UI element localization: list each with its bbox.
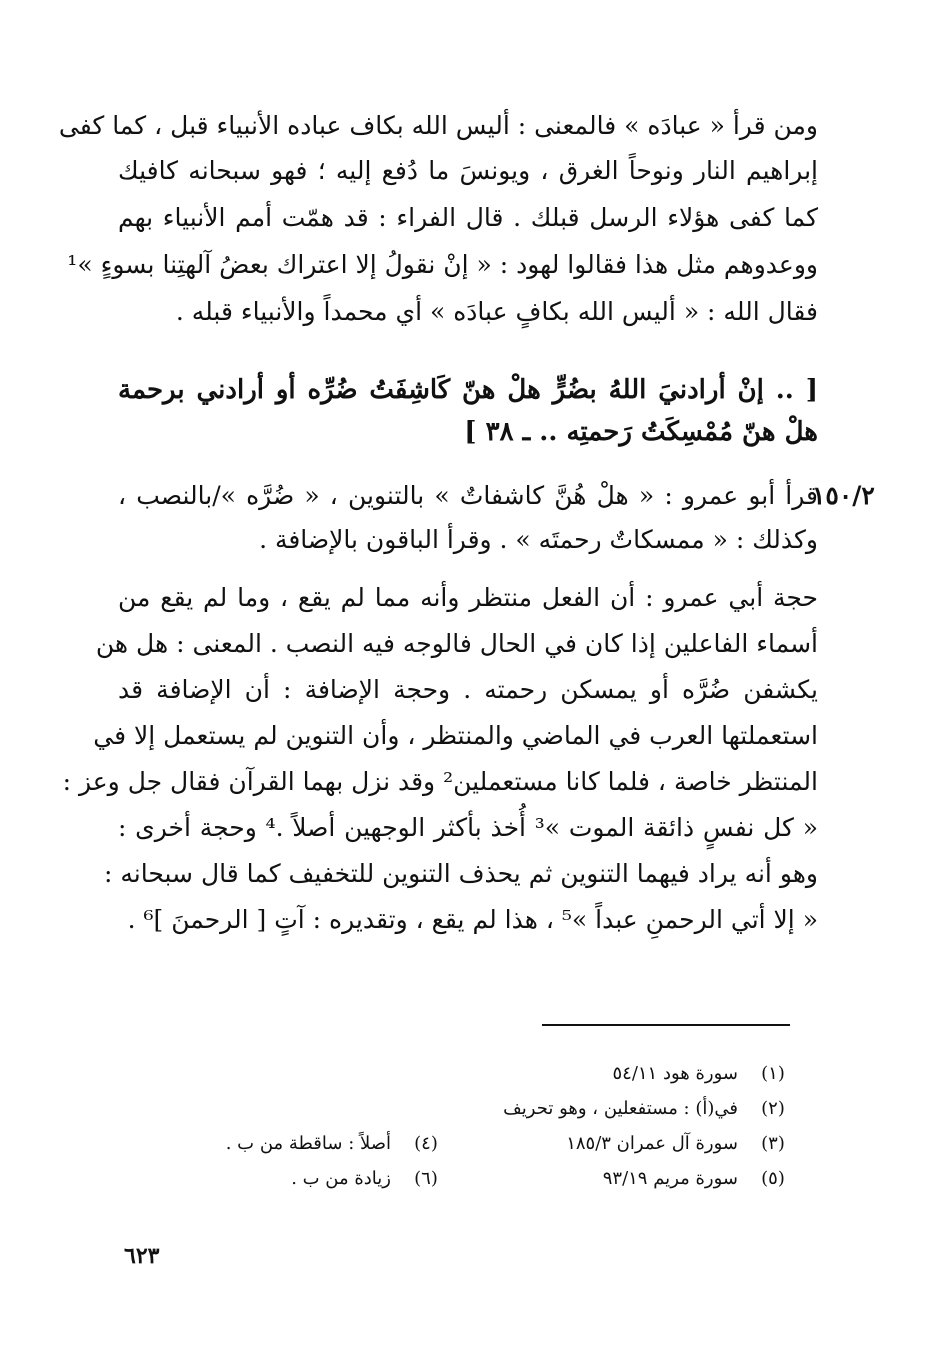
- footnote-text: سورة هود ٥٤/١١: [612, 1063, 738, 1084]
- text-line: ووعدوهم مثل هذا فقالوا لهود : « إنْ نقولُ إلا اعتراك بعضُ آلهتِنا بسوءٍ »¹: [67, 250, 818, 279]
- footnote-text: سورة مريم ٩٣/١٩: [602, 1168, 738, 1189]
- text-line: « كل نفسٍ ذائقة الموت »³ أُخذ بأكثر الوجهين أصلاً .⁴ وحجة أخرى :: [118, 813, 819, 842]
- verse-line: هلْ هنّ مُمْسِكَتُ رَحمتِه .. ـ ٣٨ ]: [464, 417, 818, 447]
- text-line: كما كفى هؤلاء الرسل قبلك . قال الفراء : قد همّت أمم الأنبياء بهم: [118, 203, 818, 232]
- margin-reference: ١٥٠/٢: [812, 481, 875, 510]
- footnote: [503, 1095, 790, 1123]
- footnote-number: (٦): [414, 1168, 438, 1189]
- quran-verse: [118, 360, 818, 460]
- text-line: فقال الله : « أليس الله بكافٍ عبادَه » أي محمداً والأنبياء قبله .: [175, 297, 818, 326]
- verse-line: [ .. إنْ أرادنيَ اللهُ بضُرٍّ هلْ هنّ كَاشِفَتُ ضُرِّه أو أرادني برحمة: [118, 375, 818, 405]
- footnote: [226, 1130, 443, 1158]
- footnote-text: أصلاً : ساقطة من ب .: [225, 1133, 391, 1154]
- page-number: ٦٢٣: [124, 1243, 160, 1269]
- footnote-divider: [542, 1024, 790, 1026]
- footnote-number: (٤): [414, 1133, 438, 1154]
- text-line: حجة أبي عمرو : أن الفعل منتظر وأنه مما لم يقع ، وما لم يقع من: [118, 583, 818, 612]
- paragraph-argument: [62, 578, 819, 958]
- footnote: [612, 1060, 790, 1088]
- footnote-number: (١): [761, 1063, 785, 1084]
- footnote-number: (٢): [761, 1098, 785, 1119]
- text-line: ومن قرأ « عبادَه » فالمعنى : أليس الله بكاف عباده الأنبياء قبل ، كما كفى: [58, 111, 818, 140]
- text-line: وهو أنه يراد فيهما التنوين ثم يحذف التنوين للتخفيف كما قال سبحانه :: [104, 859, 818, 888]
- footnote: [603, 1165, 790, 1193]
- footnote-number: (٥): [761, 1168, 785, 1189]
- text-line: إبراهيم النار ونوحاً الغرق ، ويونسَ ما دُفع إليه ؛ فهو سبحانه كافيك: [118, 156, 818, 185]
- footnote: [566, 1130, 790, 1158]
- footnote: [291, 1165, 443, 1193]
- text-line: « إلا أتي الرحمنِ عبداً »⁵ ، هذا لم يقع ، وتقديره : آتٍ [ الرحمنَ ]⁶ .: [127, 905, 818, 934]
- text-line: استعملتها العرب في الماضي والمنتظر ، وأن التنوين لم يستعمل إلا في: [93, 721, 818, 750]
- footnote-text: في(أ) : مستفعلين ، وهو تحريف: [503, 1098, 738, 1119]
- text-line: يكشفن ضُرَّه أو يمسكن رحمته . وحجة الإضافة : أن الإضافة قد: [118, 675, 818, 704]
- text-line: وكذلك : « ممسكاتٌ رحمتَه » . وقرأ الباقون بالإضافة .: [259, 525, 818, 554]
- text-line: المنتظر خاصة ، فلما كانا مستعملين² وقد نزل بهما القرآن فقال جل وعز :: [62, 767, 818, 796]
- paragraph-commentary: [58, 106, 818, 336]
- footnote-text: زيادة من ب .: [291, 1168, 391, 1189]
- footnote-text: سورة آل عمران ١٨٥/٣: [566, 1133, 738, 1154]
- text-line: قرأ أبو عمرو : « هلْ هُنَّ كاشفاتٌ » بالتنوين ، « ضُرَّه »/بالنصب ،: [118, 481, 818, 510]
- paragraph-readings: [118, 470, 818, 570]
- footnote-number: (٣): [761, 1133, 785, 1154]
- text-line: أسماء الفاعلين إذا كان في الحال فالوجه فيه النصب . المعنى : هل هن: [95, 629, 818, 658]
